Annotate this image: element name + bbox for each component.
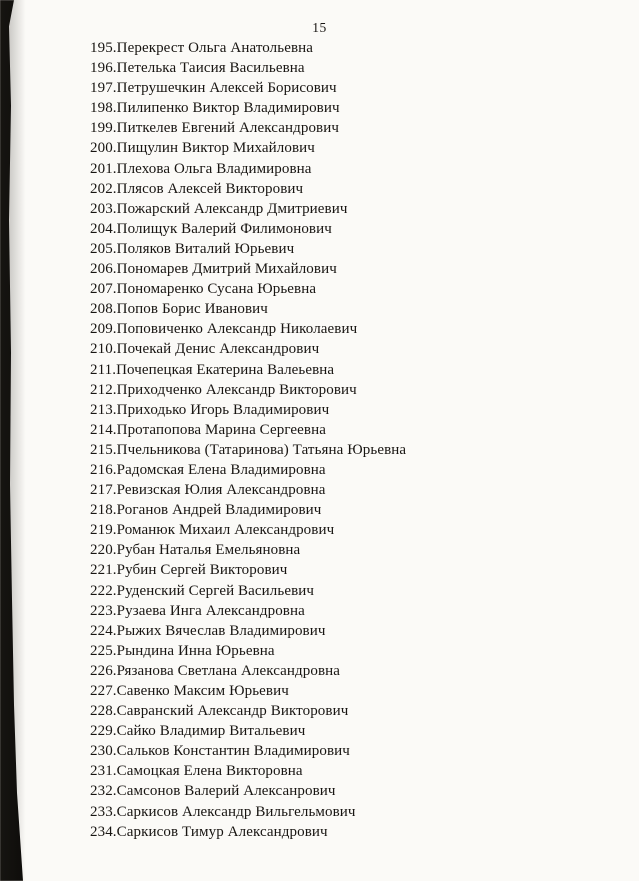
list-item: 233.Саркисов Александр Вильгельмович — [90, 803, 356, 820]
list-item: 203.Пожарский Александр Дмитриевич — [90, 200, 348, 217]
list-item: 225.Рындина Инна Юрьевна — [90, 642, 275, 659]
list-item: 232.Самсонов Валерий Алексанрович — [90, 783, 336, 800]
list-item: 204.Полищук Валерий Филимонович — [90, 220, 332, 237]
list-item: 226.Рязанова Светлана Александровна — [90, 662, 341, 679]
scan-binding-shadow — [0, 0, 26, 881]
list-item: 221.Рубин Сергей Викторович — [90, 562, 288, 579]
list-item: 216.Радомская Елена Владимировна — [90, 461, 326, 478]
list-item: 215.Пчельникова (Татаринова) Татьяна Юрьевна — [90, 441, 407, 458]
list-item: 210.Почекай Денис Александрович — [90, 341, 320, 358]
list-item: 222.Руденский Сергей Васильевич — [90, 582, 315, 599]
list-item: 206.Пономарев Дмитрий Михайлович — [90, 261, 337, 278]
list-item: 231.Самоцкая Елена Викторовна — [90, 763, 303, 780]
list-item: 201.Плехова Ольга Владимировна — [90, 160, 312, 177]
list-item: 198.Пилипенко Виктор Владимирович — [90, 100, 340, 117]
list-item: 200.Пищулин Виктор Михайлович — [90, 140, 315, 157]
list-item: 230.Сальков Константин Владимирович — [90, 743, 350, 760]
page-number: 15 — [312, 20, 327, 35]
list-item: 213.Приходько Игорь Владимирович — [90, 401, 330, 418]
list-item: 196.Петелька Таисия Васильевна — [90, 60, 305, 77]
list-item: 214.Протапопова Марина Сергеевна — [90, 421, 326, 438]
list-item: 211.Почепецкая Екатерина Валеьевна — [90, 361, 335, 378]
list-item: 223.Рузаева Инга Александровна — [90, 602, 305, 619]
list-item: 195.Перекрест Ольга Анатольевна — [90, 40, 314, 56]
list-item: 199.Питкелев Евгений Александрович — [90, 120, 340, 137]
list-item: 209.Поповиченко Александр Николаевич — [90, 321, 358, 338]
list-item: 228.Савранский Александр Викторович — [90, 703, 349, 720]
name-list — [90, 38, 619, 842]
list-item: 212.Приходченко Александр Викторович — [90, 381, 357, 398]
list-item: 197.Петрушечкин Алексей Борисович — [90, 80, 337, 97]
list-item: 227.Савенко Максим Юрьевич — [90, 683, 289, 699]
list-item: 217.Ревизская Юлия Александровна — [90, 482, 326, 499]
list-item: 220.Рубан Наталья Емельяновна — [90, 542, 301, 559]
list-item: 202.Плясов Алексей Викторович — [90, 180, 304, 197]
list-item: 205.Поляков Виталий Юрьевич — [90, 240, 295, 257]
list-item: 218.Роганов Андрей Владимирович — [90, 502, 322, 519]
list-item: 224.Рыжих Вячеслав Владимирович — [90, 622, 326, 639]
list-item: 229.Сайко Владимир Витальевич — [90, 723, 306, 740]
list-item: 208.Попов Борис Иванович — [90, 301, 268, 318]
list-item: 219.Романюк Михаил Александрович — [90, 522, 335, 539]
list-item: 207.Пономаренко Сусана Юрьевна — [90, 281, 317, 298]
list-item: 234.Саркисов Тимур Александрович — [90, 823, 328, 840]
